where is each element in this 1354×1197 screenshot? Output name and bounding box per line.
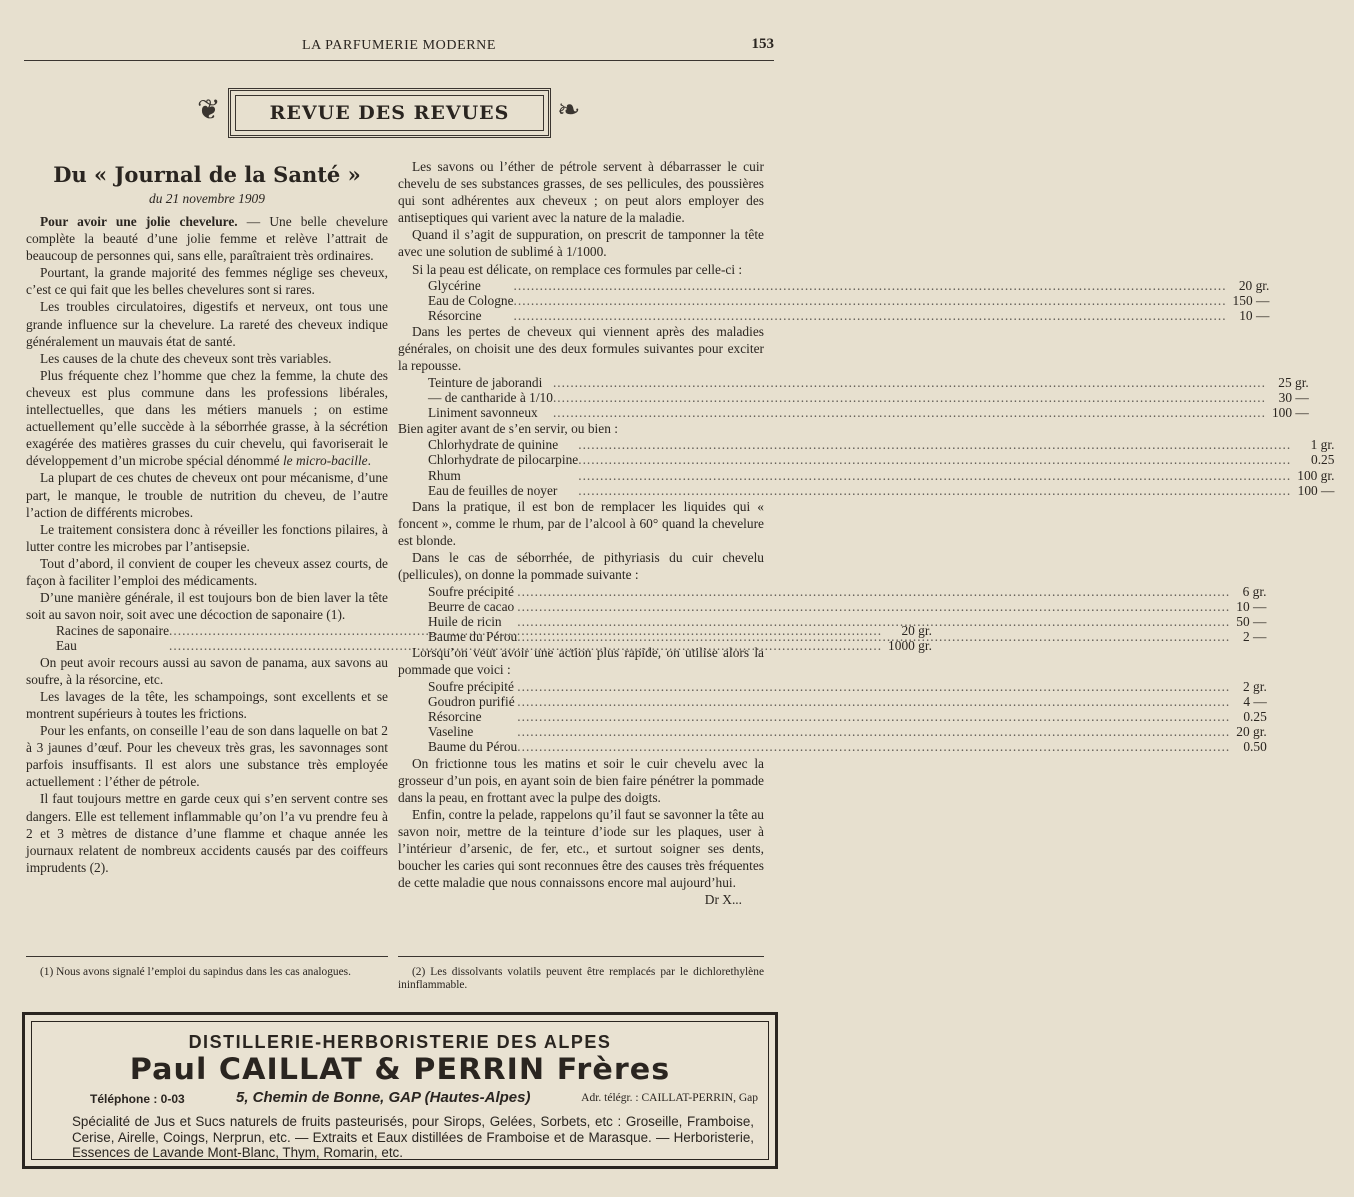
- paragraph: Les savons ou l’éther de pétrole servent à débarrasser le cuir chevelu de ses substances grasses, de ses pellicules, des poussières qui sont adhérentes aux cheveux ; on peut alors employer des antiseptiques qui varient avec la nature de la maladie.: [398, 159, 764, 226]
- paragraph: Pourtant, la grande majorité des femmes néglige ses cheveux, c’est ce qui fait que les belles chevelures sont si rares.: [26, 265, 388, 298]
- paragraph: Quand il s’agit de suppuration, on prescrit de tamponner la tête avec une solution de sublimé à 1/1000.: [398, 227, 764, 260]
- paragraph: Pour avoir une jolie chevelure. — Une belle chevelure complète la beauté d’une jolie femme et relève l’attrait de beaucoup de personnes qui, sans elle, paraîtraient très ordinaires.: [26, 214, 388, 264]
- lead-heading: Pour avoir une jolie chevelure.: [40, 214, 238, 229]
- formula-row: Résorcine ..... 10 —: [398, 308, 1289, 323]
- formula-row: Liniment savonneux ..... 100 —: [398, 405, 1329, 420]
- section-banner: [228, 88, 551, 138]
- formula-row: Eau ..... 1000 gr.: [26, 638, 952, 653]
- ornament-left-icon: ❦: [197, 95, 221, 126]
- ad-phone: Téléphone : 0-03: [90, 1092, 185, 1106]
- running-header: [24, 36, 774, 58]
- formula-row: Vaseline ..... 20 gr.: [398, 724, 1287, 739]
- formula-row: Baume du Pérou ..... 0.50: [398, 739, 1287, 754]
- advertisement: [22, 1012, 778, 1169]
- formula-row: Soufre précipité ..... 6 gr.: [398, 584, 1286, 599]
- paragraph: Bien agiter avant de s’en servir, ou bien :: [398, 421, 618, 437]
- formula-table: [398, 375, 1329, 421]
- paragraph: Les causes de la chute des cheveux sont très variables.: [40, 350, 332, 366]
- paragraph: Tout d’abord, il convient de couper les cheveux assez courts, de façon à faciliter l’emploi des médicaments.: [26, 555, 388, 588]
- formula-row: Chlorhydrate de pilocarpine ..... 0.25: [398, 452, 1354, 467]
- ad-telegraph: Adr. télégr. : CAILLAT-PERRIN, Gap: [581, 1092, 758, 1104]
- paragraph: Les troubles circulatoires, digestifs et nerveux, ont tous une grande influence sur la chevelure. La rareté des cheveux indique généralement un mauvais état de santé.: [26, 299, 388, 349]
- formula-table: [398, 584, 1286, 645]
- paragraph: Lorsqu’on veut avoir une action plus rapide, on utilise alors la pommade que voici :: [398, 645, 764, 678]
- paragraph: Plus fréquente chez l’homme que chez la femme, la chute des cheveux est plus commune dans les professions libérales, intellectuelles, que dans les métiers manuels ; on estime actuellement qu’elle succède à la séborrhée grasse, à la sécrétion exagérée des matières grasses du cuir chevelu, qui favoriserait le développement d’un microbe spécial dénommé le micro-bacille.: [26, 367, 388, 469]
- formula-row: Beurre de cacao ..... 10 —: [398, 599, 1286, 614]
- paragraph: Le traitement consistera donc à réveiller les fonctions pilaires, à lutter contre les microbes par l’antisepsie.: [26, 521, 388, 554]
- formula-table: [398, 278, 1289, 324]
- header-rule: [24, 60, 774, 61]
- formula-row: Glycérine ..... 20 gr.: [398, 278, 1289, 293]
- ad-company-name: Paul CAILLAT & PERRIN Frères: [129, 1052, 671, 1086]
- formula-row: Teinture de jaborandi ..... 25 gr.: [398, 375, 1329, 390]
- ad-company-type: DISTILLERIE-HERBORISTERIE DES ALPES: [188, 1032, 612, 1052]
- paragraph: Pour les enfants, on conseille l’eau de son dans laquelle on bat 2 à 3 jaunes d’œuf. Pour les cheveux très gras, les savonnages sont parfois insuffisants. Il est alors une substance très employée actuellement : l’éther de pétrole.: [26, 723, 388, 790]
- article-date: du 21 novembre 1909: [149, 191, 265, 206]
- formula-row: Baume du Pérou ..... 2 —: [398, 629, 1286, 644]
- journal-title: LA PARFUMERIE MODERNE: [301, 38, 497, 53]
- formula-row: Huile de ricin ..... 50 —: [398, 614, 1286, 629]
- footnote-rule: [26, 956, 388, 958]
- paragraph: On peut avoir recours aussi au savon de panama, aux savons au soufre, à la résorcine, etc.: [26, 654, 388, 687]
- paragraph: Si la peau est délicate, on remplace ces formules par celle-ci :: [412, 261, 743, 277]
- formula-table: [398, 679, 1287, 755]
- paragraph: Dans la pratique, il est bon de remplacer les liquides qui « foncent », comme le rhum, par de l’alcool à 60° quand la chevelure est blonde.: [398, 499, 764, 549]
- paragraph: Il faut toujours mettre en garde ceux qui s’en servent contre ses dangers. Elle est tellement inflammable qu’on l’a vu prendre feu à 2 et 3 mètres de distance d’une flamme et chaque année les journaux relatent de nombreux accidents causés par des coiffeurs imprudents (2).: [26, 791, 388, 875]
- footnote-2: (2) Les dissolvants volatils peuvent être remplacés par le dichlorethylène ininflammable.: [398, 966, 764, 991]
- formula-row: — de cantharide à 1/10 ..... 30 —: [398, 390, 1329, 405]
- ad-description: Spécialité de Jus et Sucs naturels de fruits pasteurisés, pour Sirops, Gelées, Sorbets, etc : Groseille, Framboise, Cerise, Airelle, Coings, Nerprun, etc. — Extraits et Eaux distillées de Framboise et de Marasque. — Herboristerie, Essences de Lavande Mont-Blanc, Thym, Romarin, etc.: [72, 1114, 754, 1160]
- formula-row: Goudron purifié ..... 4 —: [398, 694, 1287, 709]
- footnote-1: (1) Nous avons signalé l’emploi du sapindus dans les cas analogues.: [40, 966, 351, 978]
- paragraph: Les lavages de la tête, les schampoings, sont excellents et se montrent supérieurs à toutes les frictions.: [26, 688, 388, 721]
- formula-row: Résorcine ..... 0.25: [398, 709, 1287, 724]
- paragraph: Enfin, contre la pelade, rappelons qu’il faut se savonner la tête au savon noir, mettre de la teinture d’iode sur les plaques, user à l’intérieur d’arsenic, de fer, etc., et surtout soigner ses dents, boucher les caries qui sont reconnues être des causes très fréquentes de cette maladie que nous connaissons encore mal aujourd’hui.: [398, 806, 764, 891]
- paragraph: La plupart de ces chutes de cheveux ont pour mécanisme, d’une part, le manque, le trouble de nutrition du cheveu, de l’autre l’action de différents microbes.: [26, 470, 388, 520]
- article-title: Du « Journal de la Santé »: [53, 162, 361, 187]
- section-title: REVUE DES REVUES: [269, 102, 510, 124]
- formula-row: Eau de feuilles de noyer ..... 100 —: [398, 483, 1354, 498]
- signature: Dr X...: [704, 892, 742, 908]
- formula-row: Chlorhydrate de quinine ..... 1 gr.: [398, 437, 1354, 452]
- formula-row: Eau de Cologne ..... 150 —: [398, 293, 1289, 308]
- formula-row: Soufre précipité ..... 2 gr.: [398, 679, 1287, 694]
- footnote-rule: [398, 956, 764, 958]
- ornament-right-icon: ❧: [557, 95, 581, 126]
- formula-row: Rhum ..... 100 gr.: [398, 468, 1354, 483]
- page-number: 153: [751, 36, 774, 52]
- formula-table: [398, 437, 1354, 498]
- formula-row: Racines de saponaire ..... 20 gr.: [26, 623, 952, 638]
- paragraph: On frictionne tous les matins et soir le cuir chevelu avec la grosseur d’un pois, en ayant soin de bien faire pénétrer la pommade dans la peau, en frottant avec la pulpe des doigts.: [398, 755, 764, 805]
- paragraph: Dans le cas de séborrhée, de pithyriasis du cuir chevelu (pellicules), on donne la pommade suivante :: [398, 550, 764, 583]
- ad-address: 5, Chemin de Bonne, GAP (Hautes-Alpes): [236, 1089, 531, 1106]
- paragraph: D’une manière générale, il est toujours bon de bien laver la tête soit au savon noir, soit avec une décoction de saponaire (1).: [26, 590, 388, 623]
- paragraph: Dans les pertes de cheveux qui viennent après des maladies générales, on choisit une des deux formules suivantes pour exciter la repousse.: [398, 324, 764, 374]
